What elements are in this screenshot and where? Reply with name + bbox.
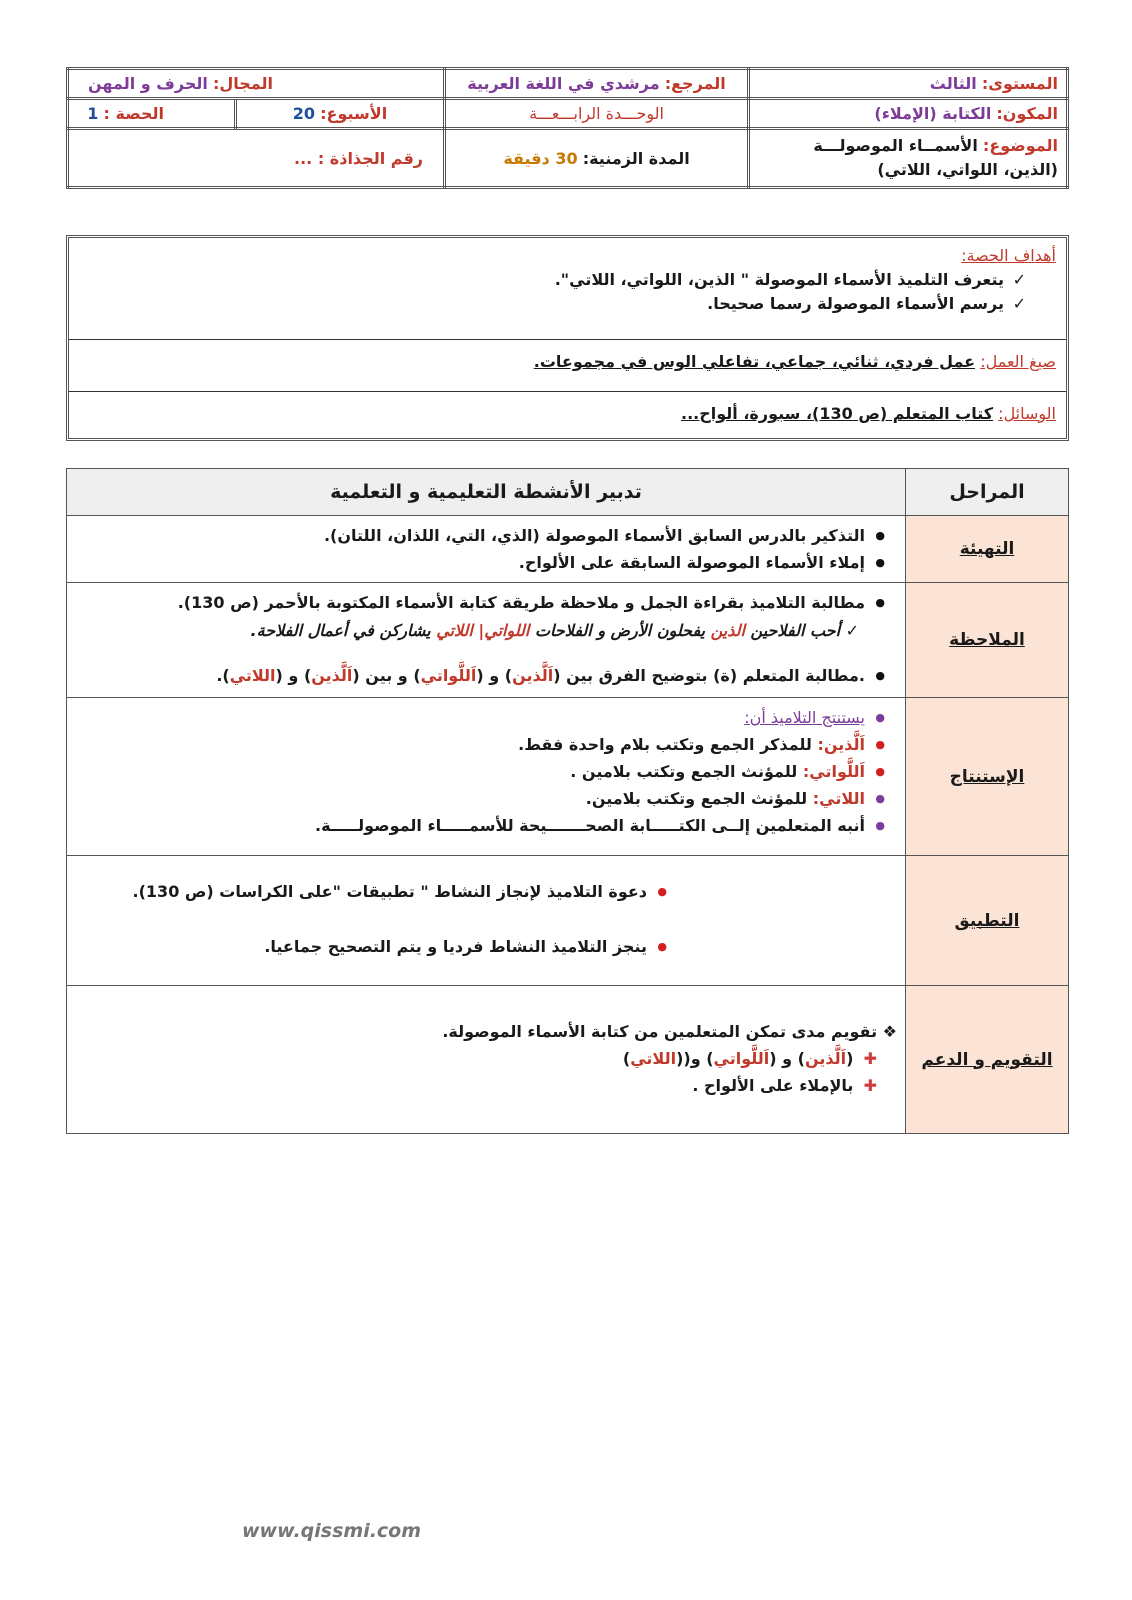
list-item: ● .مطالبة المتعلم (ة) بتوضيح الفرق بين (اَلَّذين) و (اَللَّواتي) و بين (اَلَّذين) و (اللاتي). bbox=[77, 662, 865, 689]
level-value: الثالث bbox=[929, 74, 977, 93]
evaluation-activities bbox=[67, 986, 906, 1134]
conclusion-activities bbox=[67, 698, 906, 856]
application-row bbox=[67, 856, 1069, 986]
work-value: عمل فردي، ثنائي، جماعي، تفاعلي الوس في مجموعات. bbox=[533, 352, 976, 371]
observation-row bbox=[67, 583, 1069, 698]
header-table bbox=[66, 67, 1069, 189]
list-item: ● يستنتج التلاميذ أن: bbox=[77, 704, 865, 731]
objectives-box bbox=[66, 235, 1069, 441]
reference-value: مرشدي في اللغة العربية bbox=[467, 74, 660, 93]
objective-item: ✓يرسم الأسماء الموصولة رسما صحيحا. bbox=[79, 292, 1026, 316]
conclusion-row bbox=[67, 698, 1069, 856]
objectives-title: أهداف الحصة: bbox=[961, 246, 1056, 265]
domain-value: الحرف و المهن bbox=[88, 74, 208, 93]
stage-observation: الملاحظة bbox=[906, 583, 1069, 698]
session-label: الحصة : bbox=[103, 104, 164, 123]
stage-evaluation: التقويم و الدعم bbox=[906, 986, 1069, 1134]
objectives-section bbox=[69, 238, 1066, 340]
card-number: رقم الجذاذة : ... bbox=[68, 129, 445, 188]
topic-value: الأسمــاء الموصولـــة (الذين، اللواتي، اللاتي) bbox=[813, 136, 1058, 179]
reference-label: المرجع: bbox=[664, 74, 726, 93]
col-stages-header: المراحل bbox=[906, 469, 1069, 516]
week-value: 20 bbox=[292, 104, 316, 123]
objective-item: ✓يتعرف التلميذ الأسماء الموصولة " الذين، اللواتي، اللاتي". bbox=[79, 268, 1026, 292]
stage-application: التطبيق bbox=[906, 856, 1069, 986]
stage-conclusion: الإستنتاج bbox=[906, 698, 1069, 856]
diamond-icon: ❖ bbox=[882, 1022, 897, 1041]
work-label: صيغ العمل: bbox=[980, 352, 1056, 371]
level-label: المستوى: bbox=[981, 74, 1058, 93]
duration-label: المدة الزمنية: bbox=[582, 148, 690, 168]
evaluation-row bbox=[67, 986, 1069, 1134]
component-value: الكتابة (الإملاء) bbox=[874, 104, 992, 123]
means-label: الوسائل: bbox=[998, 404, 1056, 423]
week-label: الأسبوع: bbox=[320, 104, 388, 123]
duration-cell bbox=[445, 129, 749, 188]
list-item: ● أنبه المتعلمين إلــى الكتـــــابة الصحـــــــيحة للأسمـــــاء الموصولـــــة. bbox=[77, 812, 865, 839]
evaluation-intro: ❖ تقويم مدى تمكن المتعلمين من كتابة الأسماء الموصولة. bbox=[442, 1022, 897, 1041]
level-cell bbox=[749, 69, 1068, 99]
week-cell bbox=[236, 99, 445, 129]
list-item: ● اَلَّذين: للمذكر الجمع وتكتب بلام واحدة فقط. bbox=[77, 731, 865, 758]
session-cell bbox=[68, 99, 236, 129]
stage-warmup: التهيئة bbox=[906, 516, 1069, 583]
list-item: ● اَللَّواتي: للمؤنث الجمع وتكتب بلامين . bbox=[77, 758, 865, 785]
col-activities-header: تدبير الأنشطة التعليمية و التعلمية bbox=[67, 469, 906, 516]
application-activities bbox=[67, 856, 906, 986]
list-item: ● مطالبة التلاميذ بقراءة الجمل و ملاحظة طريقة كتابة الأسماء المكتوبة بالأحمر (ص 130). bbox=[77, 589, 865, 616]
footer-url[interactable]: www.qissmi.com bbox=[242, 1520, 422, 1542]
component-cell bbox=[749, 99, 1068, 129]
unit-cell: الوحـــدة الرابـــعـــة bbox=[445, 99, 749, 129]
check-icon: ✓ bbox=[1012, 294, 1026, 313]
check-icon: ✓ bbox=[845, 621, 859, 640]
domain-label: المجال: bbox=[212, 74, 273, 93]
means-value: كتاب المتعلم (ص 130)، سبورة، ألواح... bbox=[681, 404, 994, 423]
work-forms-section bbox=[69, 340, 1066, 392]
component-label: المكون: bbox=[996, 104, 1058, 123]
list-item: ● اللاتي: للمؤنث الجمع وتكتب بلامين. bbox=[77, 785, 865, 812]
topic-label: الموضوع: bbox=[982, 136, 1058, 155]
list-item: ● إملاء الأسماء الموصولة السابقة على الألواح. bbox=[77, 549, 865, 576]
plus-arrow-icon: ✚ bbox=[863, 1049, 877, 1068]
evaluation-line: ✚ (اَلَّذين) و (اَللَّواتي) و((اللاتي) bbox=[77, 1045, 877, 1072]
means-section bbox=[69, 392, 1066, 438]
session-value: 1 bbox=[87, 104, 99, 123]
plus-arrow-icon: ✚ bbox=[863, 1076, 877, 1095]
list-item: ● التذكير بالدرس السابق الأسماء الموصولة (الذي، التي، اللذان، اللتان). bbox=[77, 522, 865, 549]
domain-cell bbox=[68, 69, 445, 99]
evaluation-line: ✚ بالإملاء على الألواح . bbox=[77, 1072, 877, 1099]
topic-cell bbox=[749, 129, 1068, 188]
observation-activities bbox=[67, 583, 906, 698]
list-item: ● دعوة التلاميذ لإنجاز النشاط " تطبيقات "على الكراسات (ص 130). bbox=[77, 878, 647, 905]
example-sentence: ✓ أحب الفلاحين الذين يفحلون الأرض و الفلاحات اللواتي| اللاتي يشاركن في أعمال الفلاحة. bbox=[250, 621, 859, 640]
reference-cell bbox=[445, 69, 749, 99]
check-icon: ✓ bbox=[1012, 270, 1026, 289]
stages-table bbox=[66, 468, 1069, 1134]
warmup-row bbox=[67, 516, 1069, 583]
warmup-activities bbox=[67, 516, 906, 583]
list-item: ● ينجز التلاميذ النشاط فرديا و يتم التصحيح جماعيا. bbox=[77, 933, 647, 960]
duration-value: 30 دقيقة bbox=[503, 148, 578, 168]
